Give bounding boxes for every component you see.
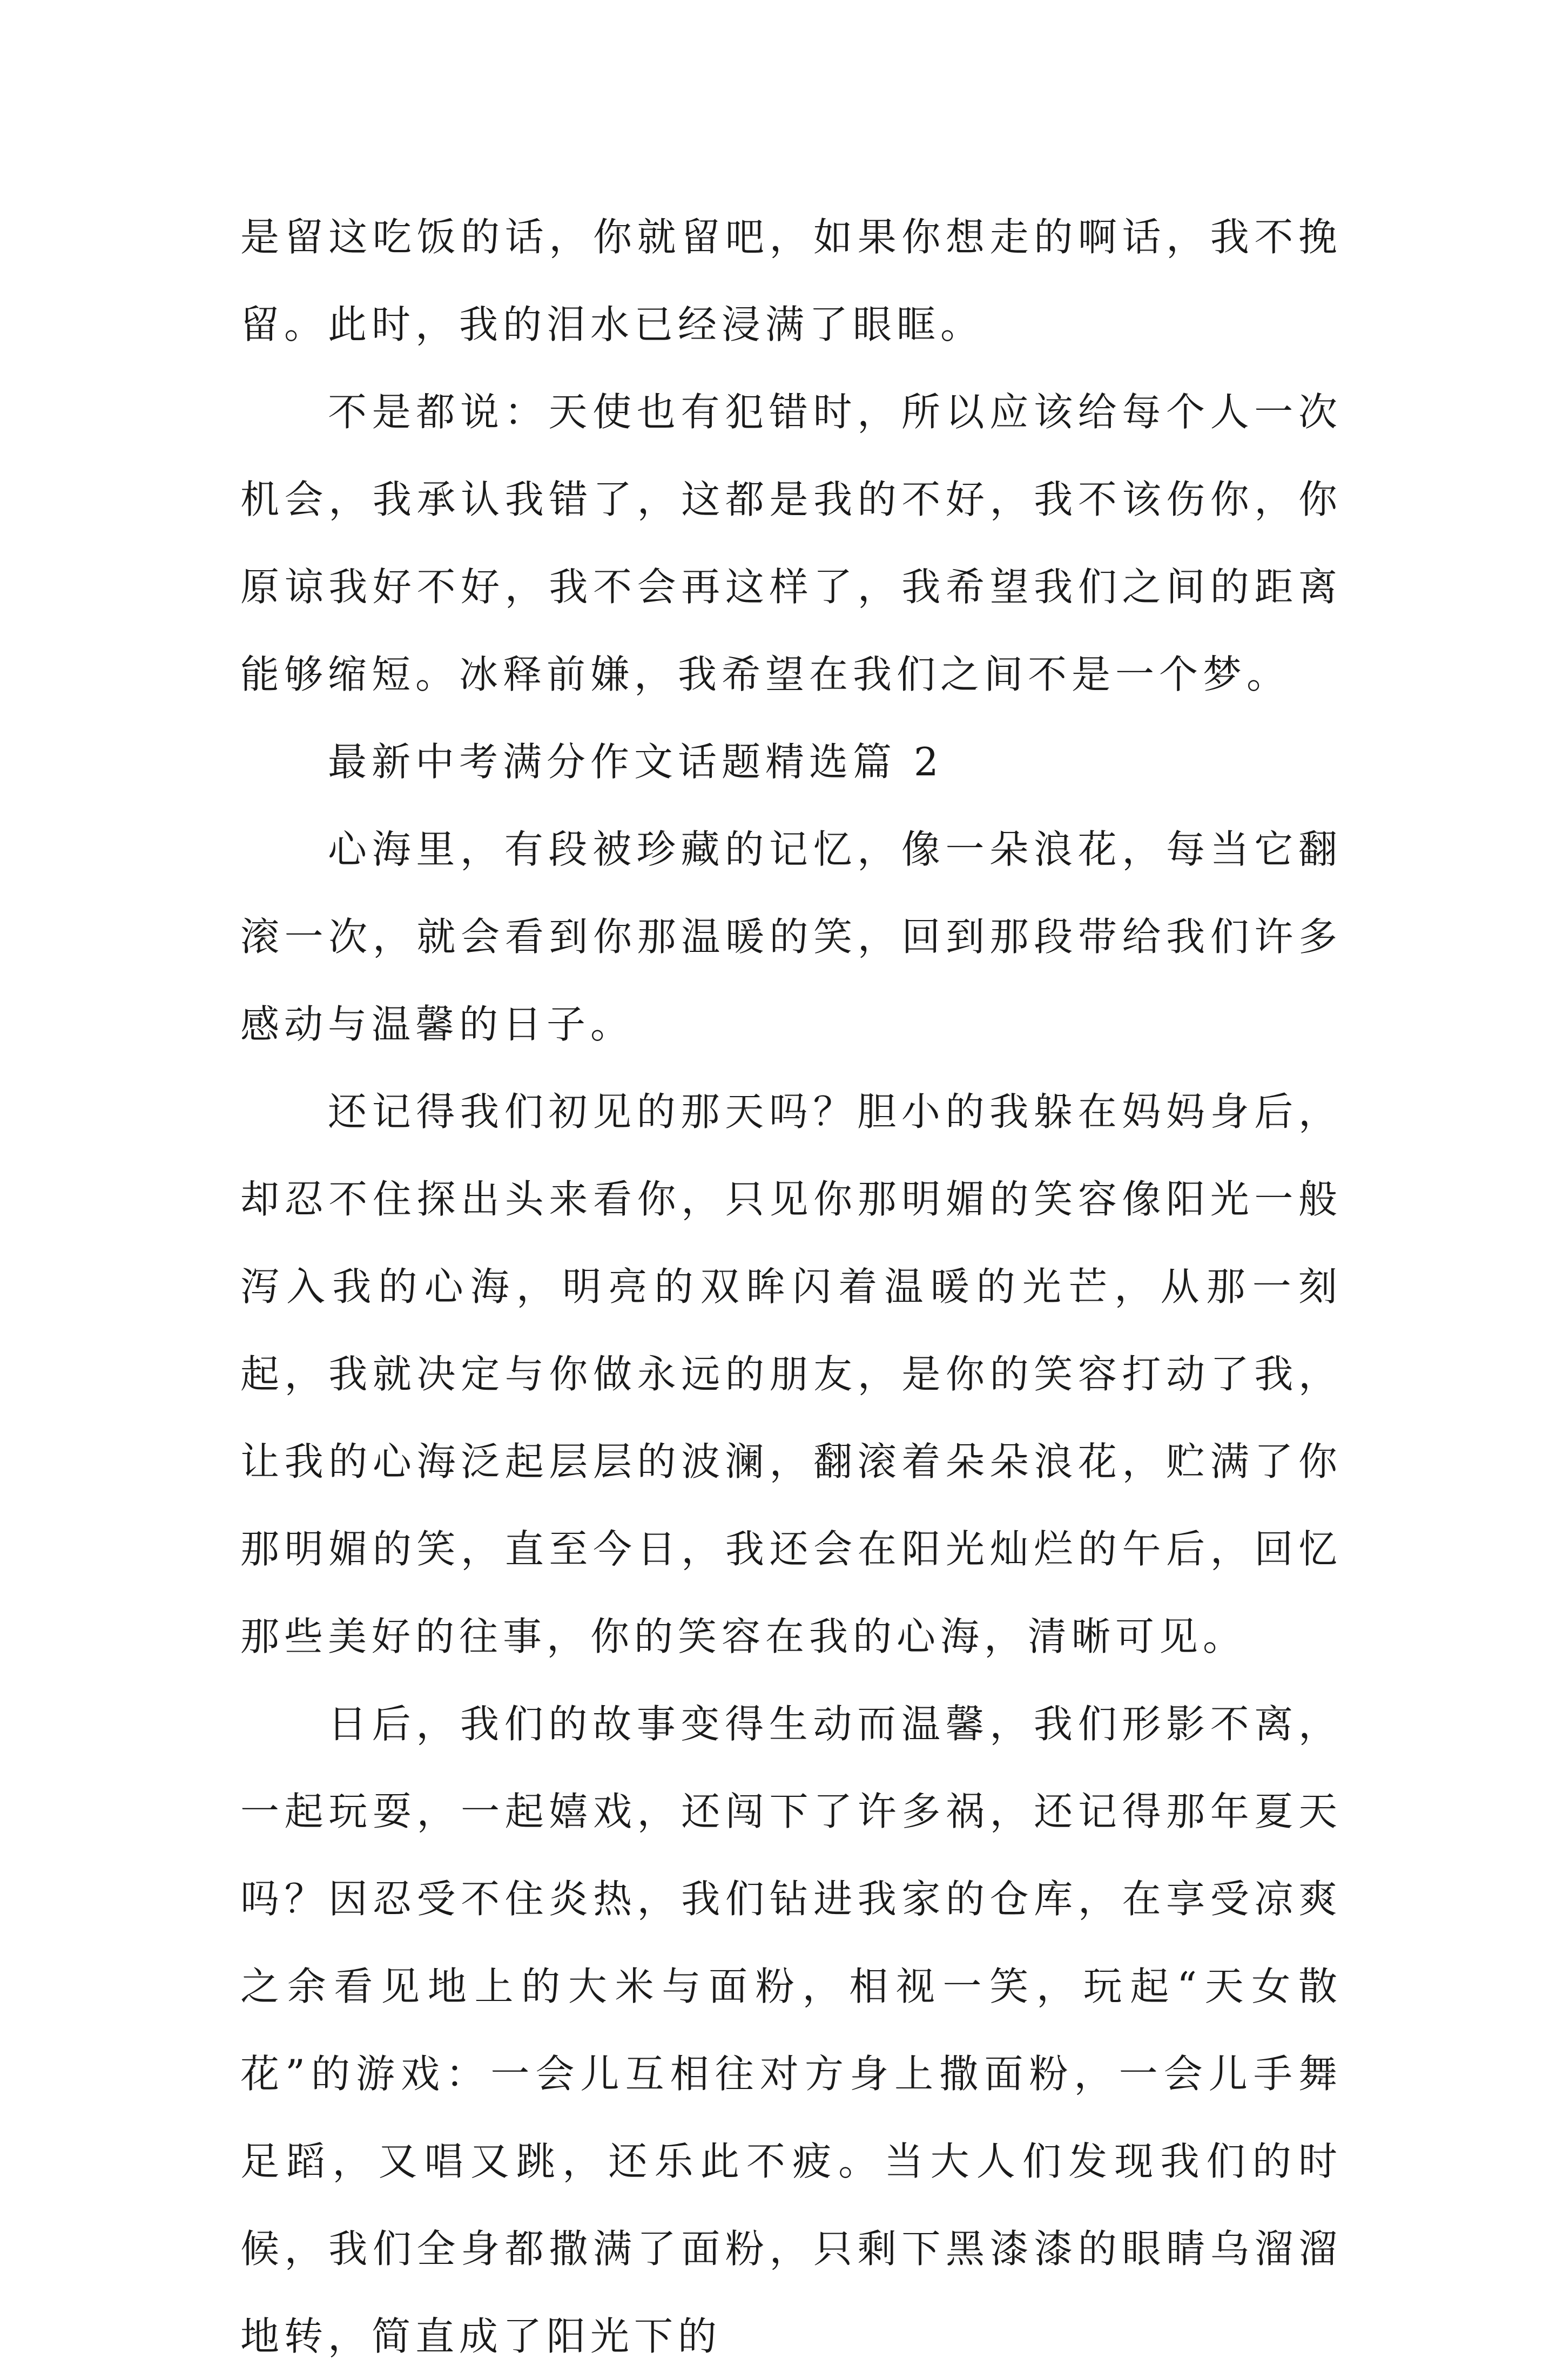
paragraph: 心海里，有段被珍藏的记忆，像一朵浪花，每当它翻滚一次，就会看到你那温暖的笑，回到那段带给我们许多感动与温馨的日子。 (240, 827, 1342, 1047)
paragraph: 不是都说：天使也有犯错时，所以应该给每个人一次机会，我承认我错了，这都是我的不好，我不该伤你，你原谅我好不好，我不会再这样了，我希望我们之间的距离能够缩短。冰释前嫌，我希望在我们之间不是一个梦。 (240, 389, 1342, 697)
section-heading: 最新中考满分作文话题精选篇 2 (328, 739, 944, 785)
paragraph: 日后，我们的故事变得生动而温馨，我们形影不离，一起玩耍，一起嬉戏，还闯下了许多祸，还记得那年夏天吗？因忍受不住炎热，我们钻进我家的仓库，在享受凉爽之余看见地上的大米与面粉，相视一笑，玩起“天女散花”的游戏：一会儿互相往对方身上撒面粉，一会儿手舞足蹈，又唱又跳，还乐此不疲。当大人们发现我们的时候，我们全身都撒满了面粉，只剩下黑漆漆的眼睛乌溜溜地转，简直成了阳光下的 (240, 1701, 1342, 2359)
paragraph: 还记得我们初见的那天吗？胆小的我躲在妈妈身后，却忍不住探出头来看你，只见你那明媚的笑容像阳光一般泻入我的心海，明亮的双眸闪着温暖的光芒，从那一刻起，我就决定与你做永远的朋友，是你的笑容打动了我，让我的心海泛起层层的波澜，翻滚着朵朵浪花，贮满了你那明媚的笑，直至今日，我还会在阳光灿烂的午后，回忆那些美好的往事，你的笑容在我的心海，清晰可见。 (240, 1089, 1342, 1659)
document-body (240, 193, 1342, 2380)
paragraph-continuation: 是留这吃饭的话，你就留吧，如果你想走的啊话，我不挽留。此时，我的泪水已经浸满了眼眶。 (240, 214, 1342, 347)
